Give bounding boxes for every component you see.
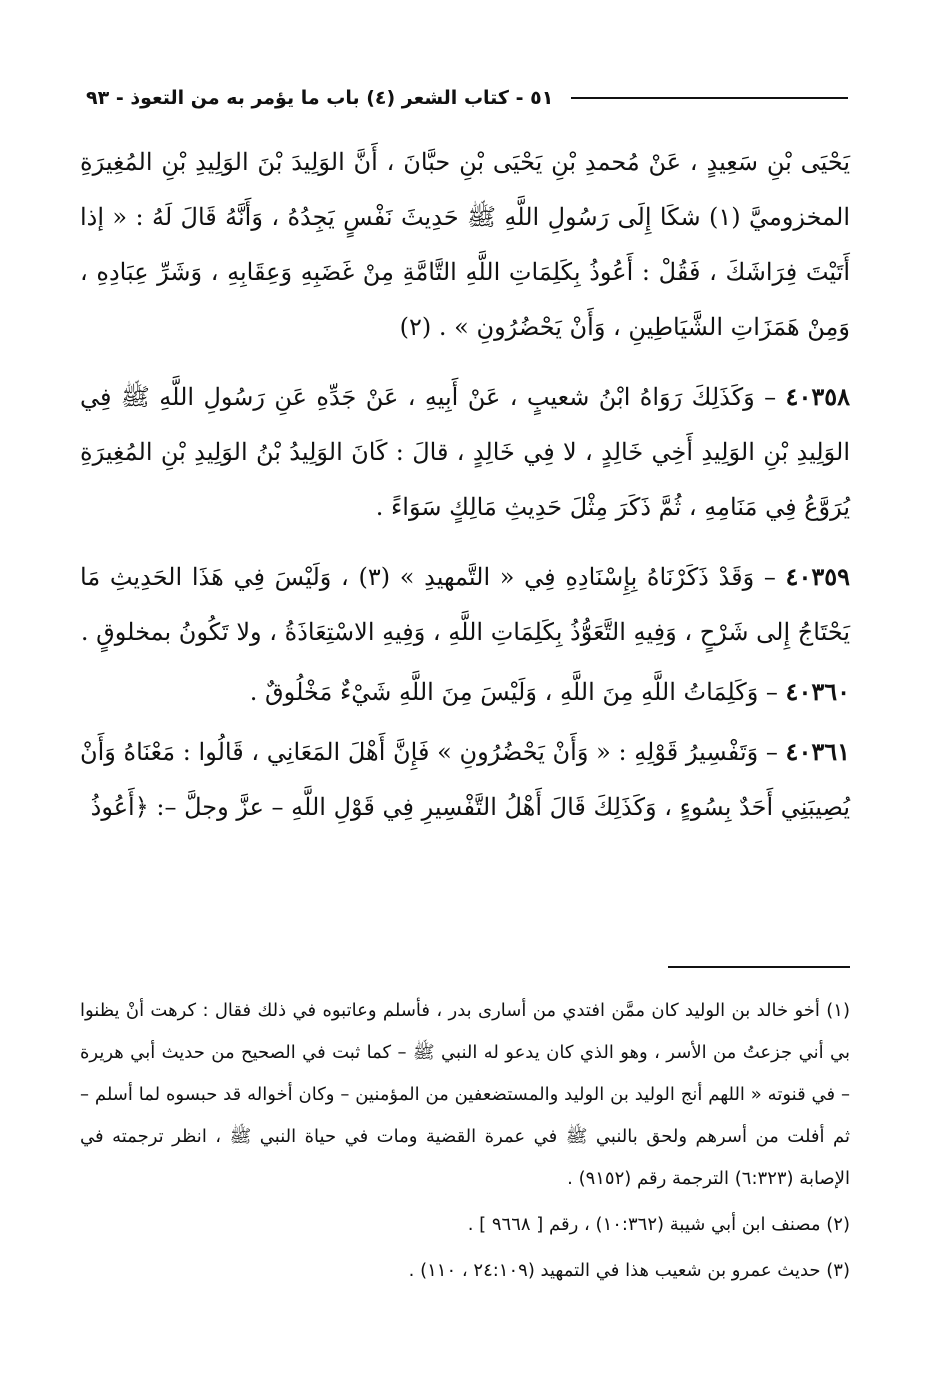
paragraph-text: – وَتَفْسِيرُ قَوْلِهِ : « وَأَنْ يَحْضُرُونِ » فَإِنَّ أَهْلَ المَعَانِي ، قَالُوا : مَعْنَاهُ وَأَنْ يُصِيبَنِي أَحَدٌ بِسُوءٍ ، وَكَذَلِكَ قَالَ أَهْلُ التَّفْسِيرِ فِي قَوْلِ اللَّهِ – عزَّ وجلَّ –: ﴿أَعُوذُ bbox=[80, 738, 850, 821]
footnote-2: (٢) مصنف ابن أبي شيبة (١٠:٣٦٢) ، رقم [ ٩٦٦٨ ] . bbox=[467, 1214, 850, 1235]
footnote-1: (١) أخو خالد بن الوليد كان ممَّن افتدي من أسارى بدر ، فأسلم وعاتبوه في ذلك فقال : كرهت أنْ يظنوا بي أني جزعتُ من الأسر ، وهو الذي كان يدعو له النبي ﷺ – كما ثبت في الصحيح من حديث أبي هريرة – في قنوته « اللهم أنج الوليد بن الوليد والمستضعفين من المؤمنين – وكان أخواله قد حبسوه لما أسلم – ثم أفلت من أسرهم ولحق بالنبي ﷺ في عمرة القضية ومات في حياة النبي ﷺ ، انظر ترجمته في الإصابة (٦:٣٢٣) الترجمة رقم (٩١٥٢) . bbox=[80, 1000, 850, 1189]
paragraph-number: ٤٠٣٥٩ bbox=[785, 562, 850, 591]
paragraph-40361 bbox=[80, 724, 850, 835]
running-header bbox=[86, 80, 848, 116]
paragraph-text: – وَقَدْ ذَكَرْنَاهُ بِإِسْنَادِهِ فِي « التَّمهيدِ » (٣) ، وَلَيْسَ فِي هَذَا الحَدِيثِ مَا يَحْتَاجُ إِلى شَرْحٍ ، وَفِيهِ التَّعَوُّذُ بِكَلِمَاتِ اللَّهِ ، وَفِيهِ الاسْتِعَاذَةُ ، ولا تَكُونُ بمخلوقٍ . bbox=[80, 563, 850, 646]
footnote-3: (٣) حديث عمرو بن شعيب هذا في التمهيد (٢٤:١٠٩ ، ١١٠) . bbox=[408, 1260, 850, 1281]
paragraph-continuation: يَحْيَى بْنِ سَعِيدٍ ، عَنْ مُحمدِ بْنِ يَحْيَى بْنِ حبَّانَ ، أَنَّ الوَلِيدَ بْنَ الوَلِيدِ بْنِ المُغِيرَةِ المخزوميَّ (١) شكَا إِلَى رَسُولِ اللَّهِ ﷺ حَدِيثَ نَفْسٍ يَجِدُهُ ، وَأَنَّهُ قَالَ لَهُ : « إذا أَتَيْتَ فِرَاشَكَ ، فَقُلْ : أَعُوذُ بِكَلِمَاتِ اللَّهِ التَّامَّةِ مِنْ غَضَبِهِ وَعِقَابِهِ ، وَشَرِّ عِبَادِهِ ، وَمِنْ هَمَزَاتِ الشَّيَاطِينِ ، وَأَنْ يَحْضُرُونِ » . (٢) bbox=[80, 148, 851, 341]
paragraph-40360 bbox=[80, 664, 850, 720]
header-rule bbox=[571, 97, 848, 99]
main-text bbox=[80, 135, 850, 835]
paragraph-number: ٤٠٣٥٨ bbox=[785, 382, 850, 411]
paragraph-40358 bbox=[80, 369, 850, 535]
paragraph-40359 bbox=[80, 549, 850, 660]
paragraph-text: – وَكَذَلِكَ رَوَاهُ ابْنُ شعيبٍ ، عَنْ أَبِيهِ ، عَنْ جَدِّهِ عَنِ رَسُولِ اللَّهِ ﷺ فِي الوَلِيدِ بْنِ الوَلِيدِ أَخِي خَالِدٍ ، لا فِي خَالِدٍ ، قالَ : كَانَ الوَلِيدُ بْنُ الوَلِيدِ بْنِ المُغِيرَةِ يُرَوَّعُ فِي مَنَامِهِ ، ثُمَّ ذَكَرَ مِثْلَ حَدِيثِ مَالِكٍ سَوَاءً . bbox=[80, 383, 851, 521]
footnotes bbox=[80, 990, 850, 1292]
paragraph-number: ٤٠٣٦١ bbox=[785, 737, 850, 766]
paragraph-text: – وَكَلِمَاتُ اللَّهِ مِنَ اللَّهِ ، وَلَيْسَ مِنَ اللَّهِ شَيْءٌ مَخْلُوقٌ . bbox=[249, 678, 786, 706]
footnote-rule bbox=[668, 966, 850, 968]
running-header-title: ٥١ - كتاب الشعر (٤) باب ما يؤمر به من التعوذ - ٩٣ bbox=[86, 87, 554, 109]
paragraph-number: ٤٠٣٦٠ bbox=[785, 677, 850, 706]
